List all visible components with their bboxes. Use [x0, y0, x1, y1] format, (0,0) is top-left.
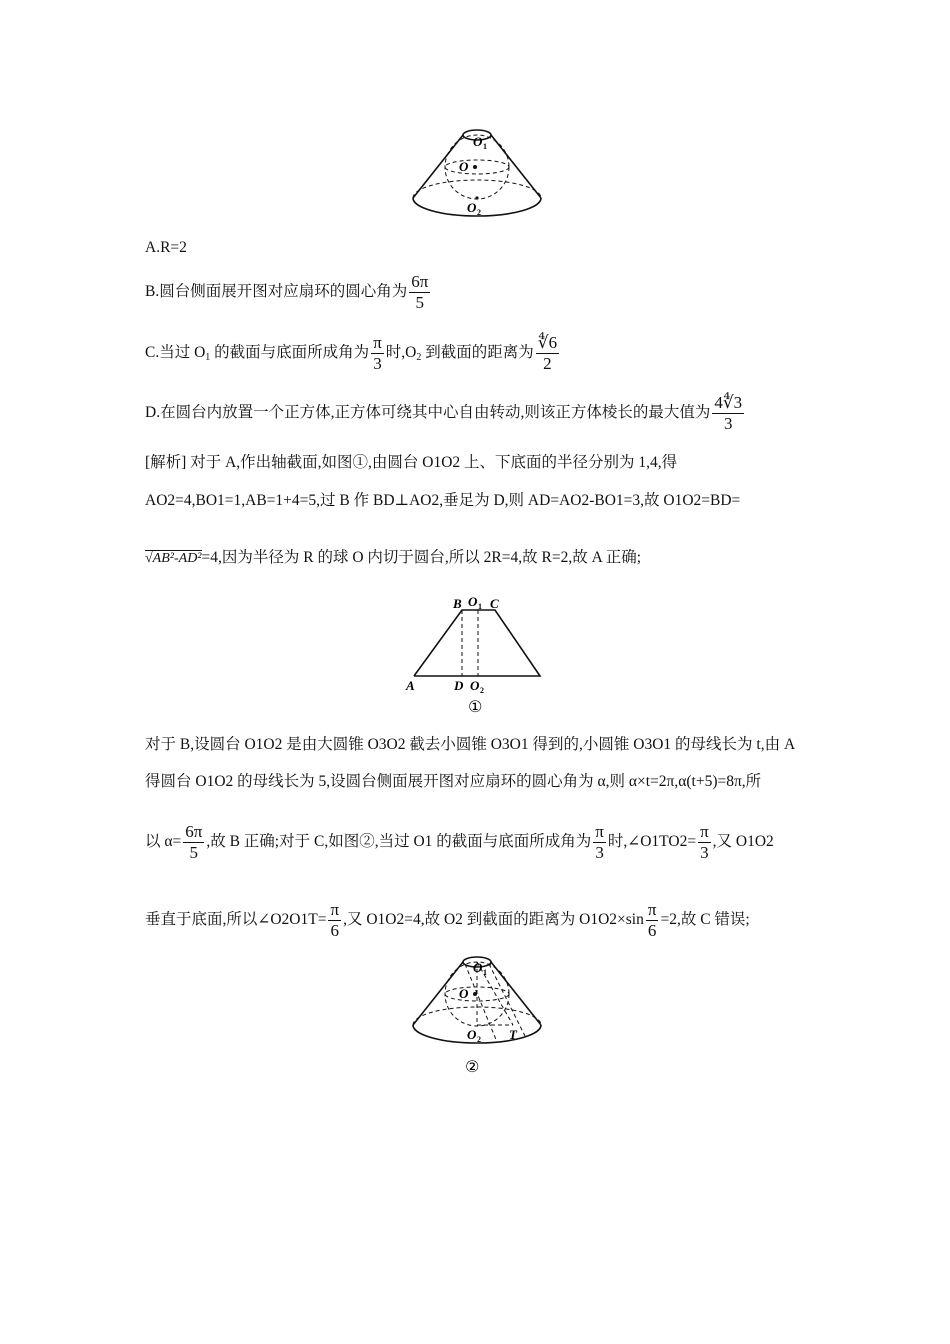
label-o1: O	[468, 594, 478, 609]
label-t: T	[509, 1027, 517, 1042]
label-o1-sub: 1	[483, 142, 487, 151]
solution-line-2: AO2=4,BO1=1,AB=1+4=5,过 B 作 BD⊥AO2,垂足为 D,则 AD=AO2-BO1=3,故 O1O2=BD=	[145, 492, 741, 509]
frustum-section-figure	[405, 950, 550, 1080]
solution-line-5: 得圆台 O1O2 的母线长为 5,设圆台侧面展开图对应扇环的圆心角为 α,则 α×t=2π,α(t+5)=8π,所	[145, 773, 762, 790]
label-o2: O	[467, 200, 477, 215]
option-d: D.在圆台内放置一个正方体,正方体可绕其中心自由转动,则该正方体棱长的最大值为 $\frac{4∜3}{3}$	[145, 393, 743, 433]
figure-1-caption: ①	[468, 697, 483, 716]
label-o1-sub: 1	[478, 602, 482, 611]
label-o2-sub: 2	[477, 208, 481, 217]
solution-line-4: 对于 B,设圆台 O1O2 是由大圆锥 O3O2 截去小圆锥 O3O1 得到的,小圆锥 O3O1 的母线长为 t,由 A	[145, 736, 796, 753]
label-o1: O	[473, 960, 483, 975]
label-d: D	[454, 678, 464, 693]
frustum-sphere-figure	[405, 122, 550, 224]
label-o2: O	[467, 1027, 477, 1042]
solution-line-1: [解析] 对于 A,作出轴截面,如图①,由圆台 O1O2 上、下底面的半径分别为 1,4,得	[145, 454, 678, 471]
label-o2-sub: 2	[477, 1035, 481, 1044]
solution-line-6: 以 α= $\frac{6\pi}{5}$ ,故 B 正确;对于 C,如图②,当过 O1 的截面与底面所成角为 $\frac{\pi}{3}$ 时,∠O1TO2= $\frac{\pi}{3}$ ,又 O1O2	[145, 822, 774, 862]
label-o: O	[459, 986, 469, 1001]
label-o1: O	[473, 134, 483, 149]
option-c: C.当过 $O_1$ 的截面与底面所成角为 $\frac{\pi}{3}$ 时$,O_2$ 到截面的距离为 $\frac{∜6}{2}$	[145, 333, 558, 373]
option-a: A.R=2	[145, 239, 187, 256]
solution-line-7: 垂直于底面,所以∠O2O1T= $\frac{\pi}{6}$ ,又 O1O2=4,故 O2 到截面的距离为 O1O2×sin $\frac{\pi}{6}$ =2,故 C 错误;	[145, 900, 750, 940]
label-o2-sub: 2	[480, 686, 484, 695]
label-b: B	[453, 596, 462, 611]
option-b: B.圆台侧面展开图对应扇环的圆心角为 $\frac{6\pi}{5}$	[145, 272, 429, 312]
label-a: A	[406, 678, 415, 693]
label-o: O	[459, 159, 469, 174]
figure-2-caption: ②	[465, 1057, 480, 1076]
label-c: C	[490, 596, 499, 611]
label-o1-sub: 1	[483, 968, 487, 977]
label-o2: O	[470, 678, 480, 693]
axial-section-figure	[400, 592, 550, 717]
solution-line-3: √AB²-AD²=4,因为半径为 R 的球 O 内切于圆台,所以 2R=4,故 R=2,故 A 正确;	[145, 549, 642, 566]
